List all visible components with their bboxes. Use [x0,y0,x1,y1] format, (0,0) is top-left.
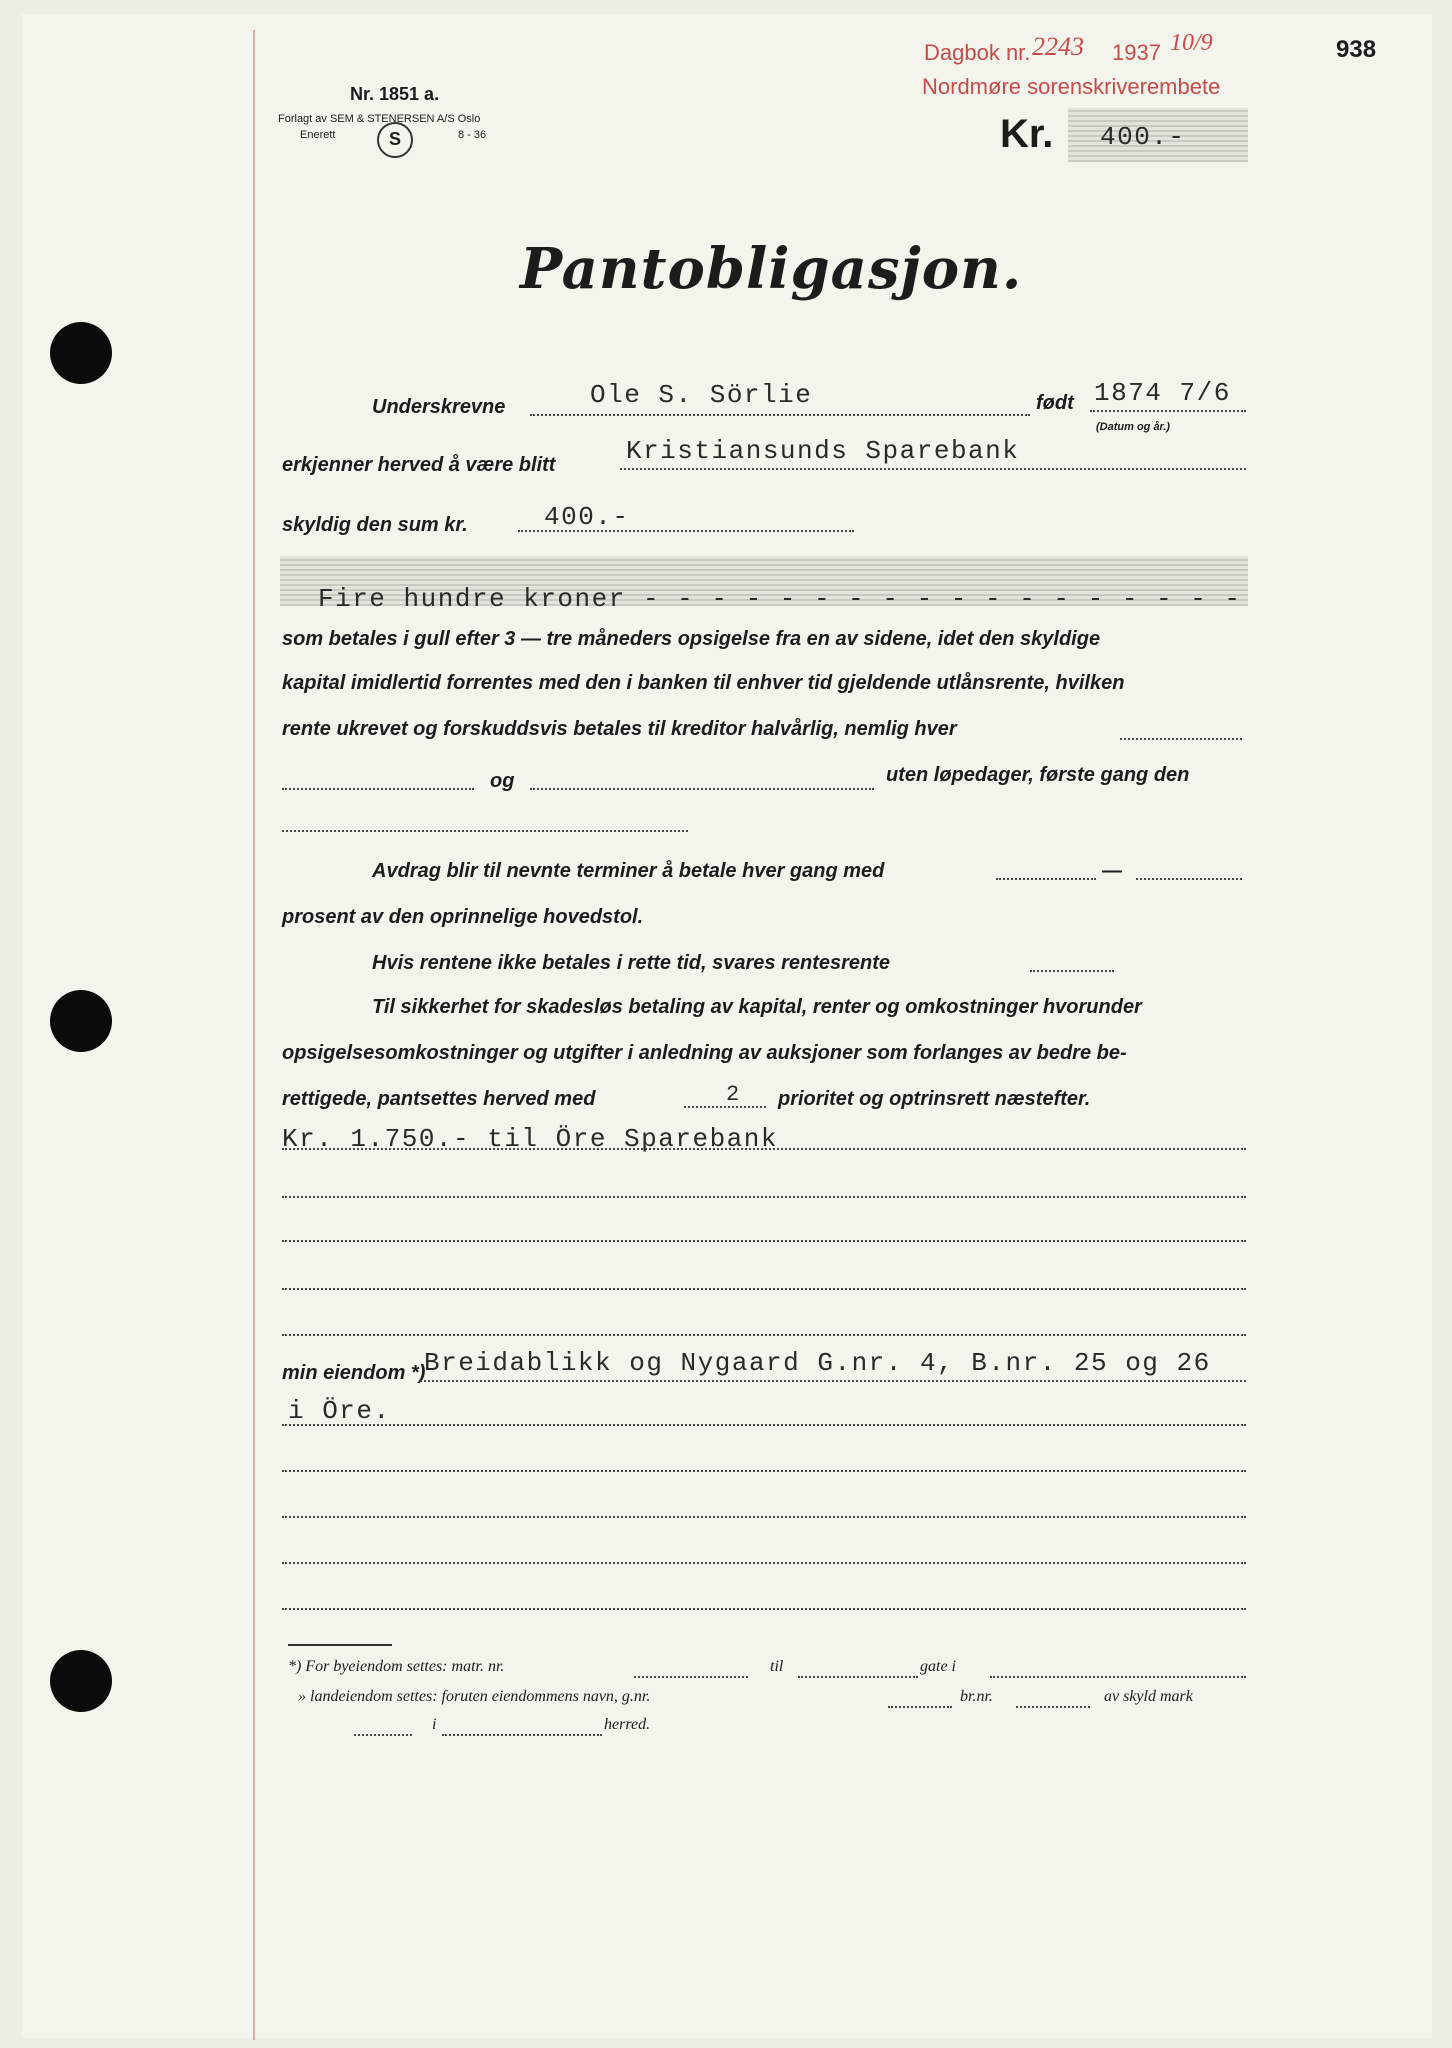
page-number: 938 [1336,36,1377,63]
stamp-year: 1937 [1112,40,1161,65]
footnote-til: til [770,1658,784,1675]
dotted-line [1120,738,1242,740]
born-hint: (Datum og år.) [1096,421,1170,433]
form-number: Nr. 1851 a. [350,84,440,104]
document-title: Pantobligasjon. [520,236,1023,302]
avdrag-dash: — [1102,860,1122,882]
avdrag-text: Avdrag blir til nevnte terminer å betale hver gang med [372,860,885,882]
dotted-line [990,1676,1246,1678]
body-line: Til sikkerhet for skadesløs betaling av kapital, renter og omkostninger hvorunder [372,996,1142,1018]
dotted-line [634,1676,748,1678]
footnote-brnr: br.nr. [960,1688,993,1705]
footnote-line: *) For byeiendom settes: matr. nr. [288,1658,505,1675]
punch-hole [50,990,112,1052]
stamp-dagbok-number: 2243 [1032,32,1084,61]
dotted-line [282,1608,1246,1610]
body-line: som betales i gull efter 3 — tre måneders opsigelse fra en av sidene, idet den skyldige [282,628,1101,650]
footnote-herred: herred. [604,1716,651,1733]
dotted-line [282,1562,1246,1564]
dotted-line [282,1516,1246,1518]
body-line: opsigelsesomkostninger og utgifter i anledning av auksjoner som forlanges av bedre be- [282,1042,1127,1064]
born-label: født [1036,392,1074,414]
punch-hole [50,1650,112,1712]
sum-label: skyldig den sum kr. [282,514,468,536]
dotted-line [1016,1706,1090,1708]
footnote-i: i [432,1716,437,1733]
stamp-dagbok-label: Dagbok nr. [924,40,1031,65]
body-og: og [490,770,515,792]
publisher-line: Forlagt av SEM & STENERSEN A/S Oslo [278,113,481,125]
dotted-line [282,788,474,790]
property-value-2: i Öre. [288,1396,391,1426]
dotted-line [1136,878,1242,880]
margin-line [253,30,255,2040]
sum-words: Fire hundre kroner - - - - - - - - - - - - - - - - - - [318,584,1242,614]
punch-hole [50,322,112,384]
property-label: min eiendom *) [282,1362,426,1384]
dotted-line [684,1106,766,1108]
footnote-rule [288,1644,392,1646]
dotted-line [282,1148,1246,1150]
body-line: kapital imidlertid forrentes med den i banken til enhver tid gjeldende utlånsrente, hvilken [282,672,1125,694]
footnote-gate: gate i [920,1658,956,1675]
body-line: prioritet og optrinsrett næstefter. [778,1088,1091,1110]
dotted-line [282,1334,1246,1336]
stamp-office: Nordmøre sorenskriverembete [922,74,1221,99]
priority-value: 2 [726,1082,741,1107]
dotted-line [354,1734,412,1736]
rentes-text: Hvis rentene ikke betales i rette tid, svares rentesrente [372,952,891,974]
publisher-enerett: Enerett [300,129,336,141]
dotted-line [996,878,1096,880]
dotted-line [1090,410,1246,412]
dotted-line [1030,970,1114,972]
footnote-skyld: av skyld mark [1104,1688,1193,1705]
property-value: Breidablikk og Nygaard G.nr. 4, B.nr. 25 og 26 [424,1348,1211,1378]
body-line: rente ukrevet og forskuddsvis betales til kreditor halvårlig, nemlig hver [282,718,957,740]
dotted-line [620,468,1246,470]
amount-value: 400.- [1100,122,1186,152]
body-line: uten løpedager, første gang den [886,764,1190,786]
born-value: 1874 7/6 [1094,378,1231,408]
dotted-line [518,530,854,532]
body-line: rettigede, pantsettes herved med [282,1088,596,1110]
dotted-line [798,1676,918,1678]
undersigned-label: Underskrevne [372,396,506,418]
dotted-line [442,1734,602,1736]
amount-label: Kr. [1000,112,1054,156]
dotted-line [530,788,874,790]
document-page [22,14,1432,2038]
dotted-line [530,414,1030,416]
prior-lien: Kr. 1.750.- til Öre Sparebank [282,1124,778,1154]
dotted-line [282,1288,1246,1290]
footnote-line: » landeiendom settes: foruten eiendommens navn, g.nr. [298,1688,651,1705]
dotted-line [282,1470,1246,1472]
dotted-line [282,1424,1246,1426]
undersigned-value: Ole S. Sörlie [590,380,813,410]
dotted-line [888,1706,952,1708]
dotted-line [282,1240,1246,1242]
prosent-text: prosent av den oprinnelige hovedstol. [282,906,644,928]
dotted-line [282,1196,1246,1198]
publisher-date: 8 - 36 [458,129,487,141]
stamp-date: 10/9 [1170,30,1213,56]
sum-value: 400.- [544,502,630,532]
dotted-line [282,830,688,832]
creditor-label: erkjenner herved å være blitt [282,454,556,476]
publisher-seal: S [377,122,413,158]
creditor-value: Kristiansunds Sparebank [626,436,1020,466]
dotted-line [420,1380,1246,1382]
